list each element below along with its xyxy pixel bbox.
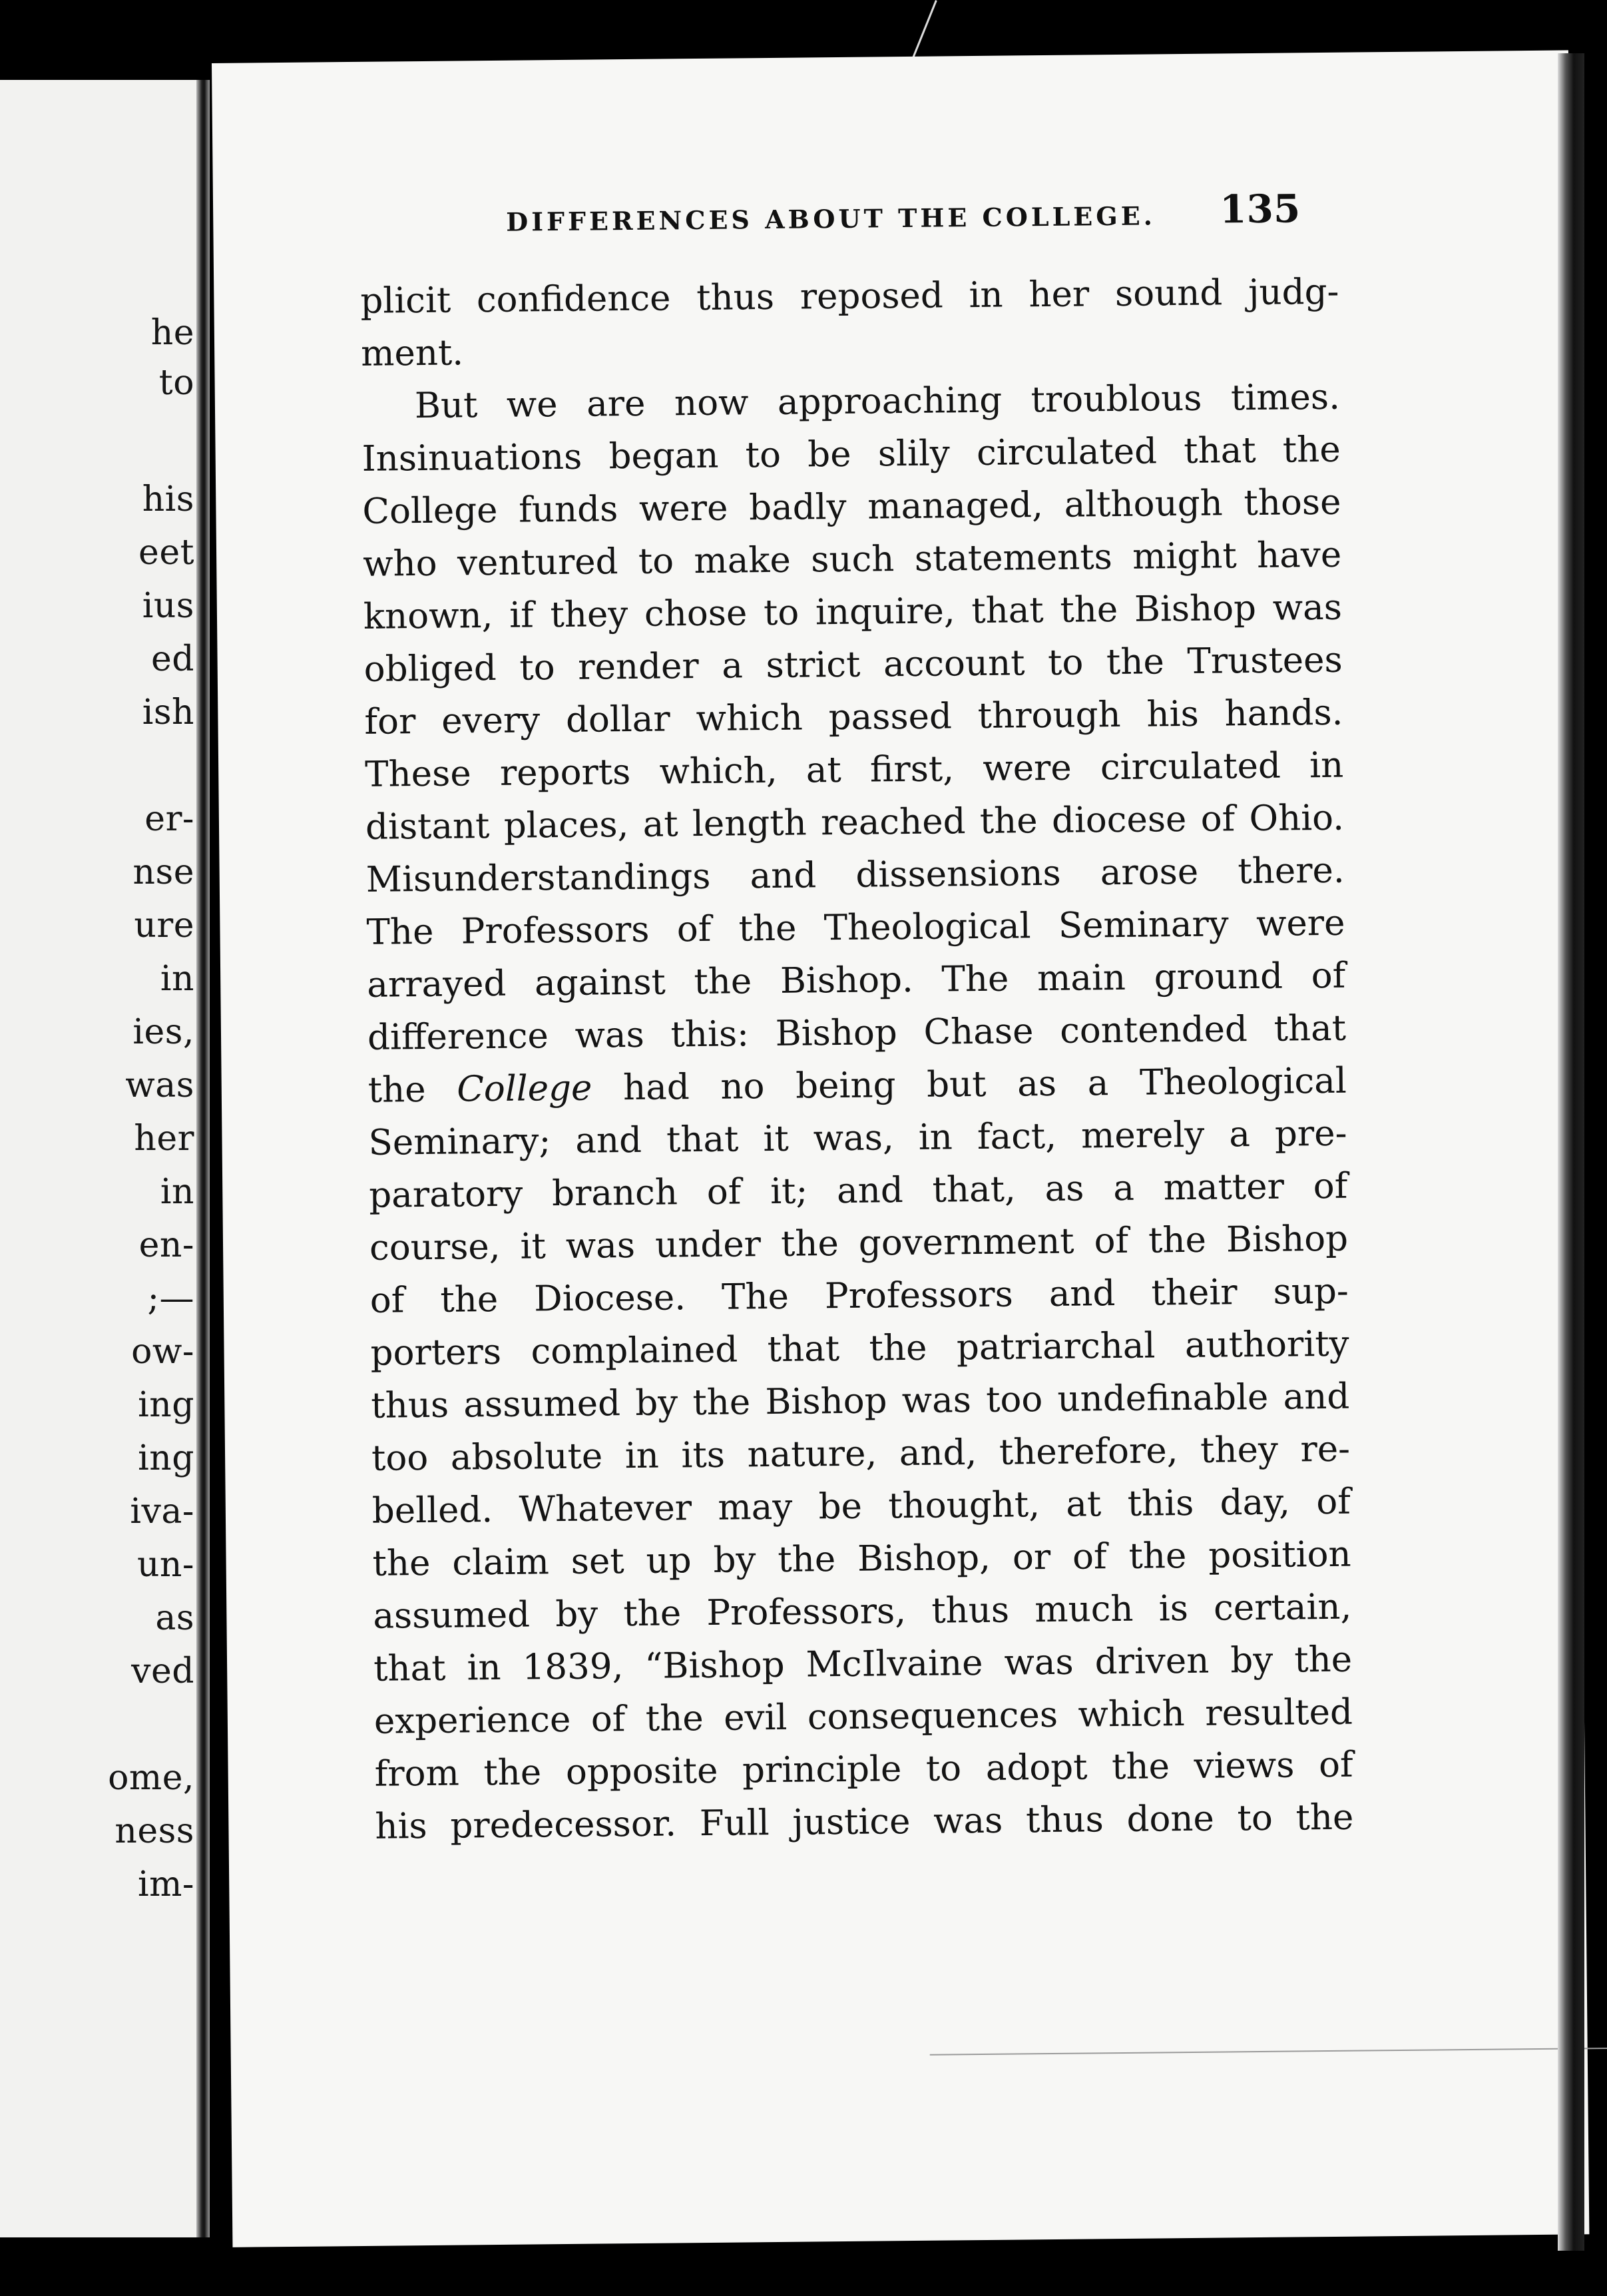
- text-line: These reports which, at first, were circulated in: [364, 744, 1344, 795]
- text-line: of the Diocese. The Professors and their sup-: [369, 1271, 1349, 1321]
- left-page-text-fragment: ish: [142, 693, 194, 732]
- text-line: assumed by the Professors, thus much is certain,: [373, 1586, 1352, 1637]
- left-page-text-fragment: as: [155, 1598, 194, 1638]
- text-line: Seminary; and that it was, in fact, merely a pre-: [368, 1113, 1347, 1163]
- running-head: DIFFERENCES ABOUT THE COLLEGE.: [506, 200, 1156, 237]
- text-line: ment.: [360, 332, 464, 374]
- text-line: Misunderstandings and dissensions arose there.: [365, 850, 1345, 900]
- text-line: known, if they chose to inquire, that the Bishop was: [363, 587, 1343, 637]
- film-scratch: [911, 0, 937, 63]
- left-page-text-fragment: iva-: [130, 1492, 194, 1532]
- text-line: belled. Whatever may be thought, at this day, of: [371, 1481, 1351, 1532]
- left-page-text-fragment: ;—: [147, 1279, 194, 1318]
- text-line: who ventured to make such statements might have: [362, 534, 1342, 585]
- left-page-text-fragment: im-: [137, 1865, 194, 1904]
- text-line: from the opposite principle to adopt the views of: [374, 1744, 1353, 1795]
- text-fragment: had no being but as a Theological: [592, 1060, 1347, 1109]
- text-line: thus assumed by the Bishop was too undefinable and: [371, 1376, 1350, 1426]
- page-edge: [1558, 53, 1584, 2251]
- text-line: for every dollar which passed through his hands.: [364, 692, 1343, 742]
- text-line: the claim set up by the Bishop, or of the position: [372, 1534, 1351, 1584]
- bottom-rule: [930, 2046, 1607, 2055]
- left-page-text-fragment: her: [134, 1119, 194, 1159]
- left-page-fragment: [0, 80, 200, 2237]
- left-page-text-fragment: un-: [136, 1545, 194, 1585]
- right-page: [212, 50, 1589, 2247]
- text-fragment: the: [367, 1069, 457, 1111]
- text-line: distant places, at length reached the diocese of Ohio.: [365, 797, 1345, 848]
- text-line: porters complained that the patriarchal authority: [370, 1323, 1349, 1374]
- left-page-text-fragment: ing: [138, 1438, 194, 1478]
- left-page-text-fragment: in: [160, 959, 194, 999]
- text-line: The Professors of the Theological Seminary were: [366, 902, 1345, 953]
- left-page-text-fragment: ing: [138, 1385, 194, 1425]
- left-page-text-fragment: ius: [142, 586, 194, 626]
- text-line: difference was this: Bishop Chase contended that: [367, 1007, 1347, 1058]
- left-page-text-fragment: ness: [115, 1811, 194, 1851]
- body-text: [360, 266, 1354, 1853]
- left-page-text-fragment: ved: [131, 1651, 194, 1691]
- left-page-text-fragment: ome,: [108, 1758, 194, 1798]
- left-page-text-fragment: ure: [134, 906, 194, 946]
- left-page-text-fragment: to: [158, 363, 194, 403]
- left-page-text-fragment: he: [150, 313, 194, 353]
- book-gutter: [196, 80, 210, 2237]
- text-line: [367, 1055, 1347, 1117]
- left-page-text-fragment: en-: [138, 1225, 194, 1265]
- text-line: Insinuations began to be slily circulated that the: [361, 429, 1341, 479]
- left-page-text-fragment: ies,: [132, 1012, 194, 1052]
- text-line: that in 1839, “Bishop McIlvaine was driven by the: [373, 1639, 1353, 1689]
- text-line: plicit confidence thus reposed in her sound judg-: [360, 271, 1339, 322]
- italic-college: College: [457, 1067, 592, 1110]
- left-page-text-fragment: nse: [132, 852, 194, 892]
- text-line: But we are now approaching troublous times.: [414, 376, 1341, 427]
- text-line: obliged to render a strict account to the Trustees: [363, 639, 1343, 690]
- text-line: experience of the evil consequences which resulted: [373, 1691, 1353, 1742]
- page-number: 135: [1219, 186, 1301, 232]
- text-line: course, it was under the government of the Bishop: [369, 1218, 1349, 1269]
- left-page-text-fragment: ed: [150, 639, 194, 679]
- text-line: paratory branch of it; and that, as a matter of: [369, 1165, 1348, 1216]
- text-line: his predecessor. Full justice was thus done to the: [375, 1797, 1354, 1847]
- text-line: College funds were badly managed, although those: [362, 481, 1341, 532]
- left-page-text-fragment: in: [160, 1172, 194, 1212]
- text-line: arrayed against the Bishop. The main ground of: [367, 955, 1346, 1005]
- left-page-text-fragment: eet: [138, 533, 194, 573]
- left-page-text-fragment: er-: [144, 799, 194, 839]
- left-page-text-fragment: his: [142, 479, 194, 519]
- left-page-text-fragment: was: [125, 1065, 194, 1105]
- left-page-text-fragment: ow-: [131, 1332, 194, 1372]
- text-line: too absolute in its nature, and, therefore, they re-: [371, 1428, 1351, 1479]
